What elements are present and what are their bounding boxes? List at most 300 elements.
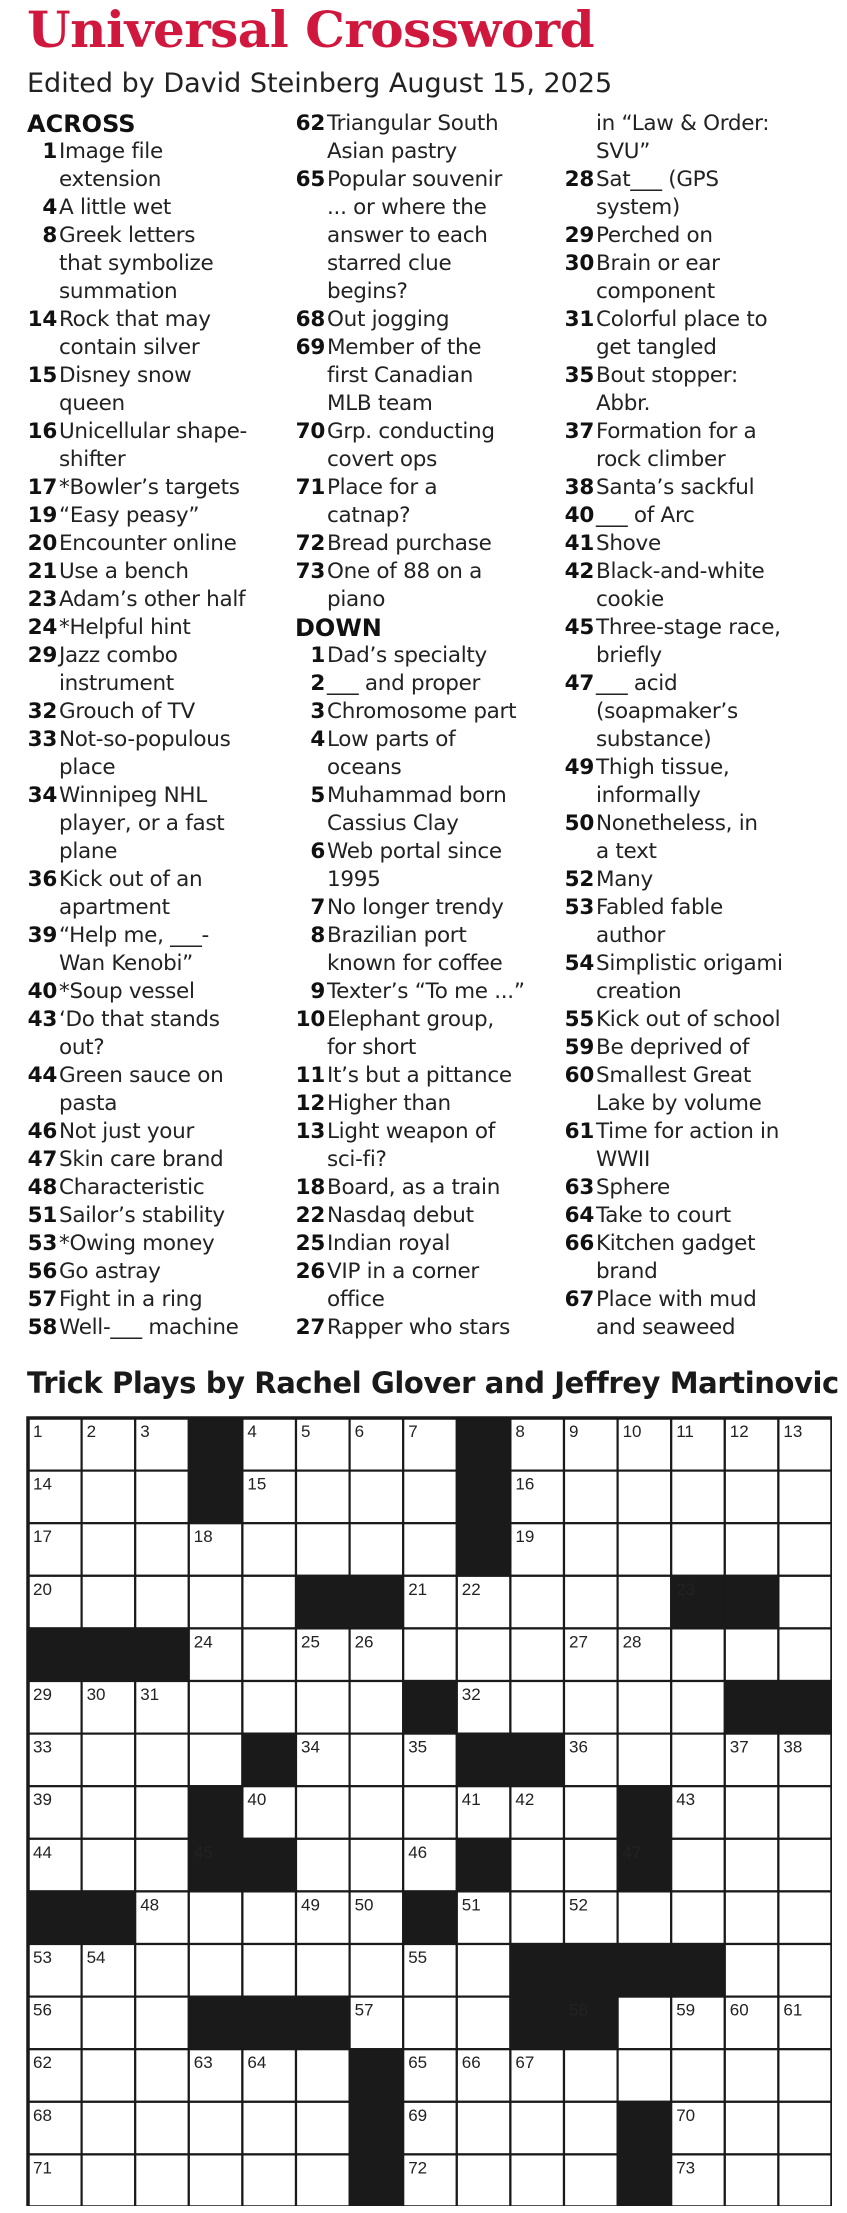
grid-cell[interactable] [671, 1628, 725, 1681]
grid-cell[interactable] [135, 1786, 189, 1839]
clue-column-3 [564, 110, 829, 1342]
grid-cell[interactable] [564, 1471, 618, 1524]
grid-cell[interactable] [82, 2049, 136, 2102]
clue-number: 8 [42, 223, 57, 248]
grid-cell[interactable] [189, 1944, 243, 1997]
clue-across-65: 65 Popular souvenir ... or where the answer to each starred clue begins? [295, 167, 503, 304]
clue-down-1: 1 Dad’s specialty [295, 642, 560, 670]
black-square [189, 1786, 243, 1839]
grid-cell[interactable] [510, 1681, 564, 1734]
grid-cell[interactable] [82, 2102, 136, 2155]
grid-cell[interactable] [242, 1891, 296, 1944]
black-square [671, 1944, 725, 1997]
crossword-grid [26, 1416, 832, 2206]
black-square [457, 1471, 511, 1524]
cell-number: 50 [354, 1895, 374, 1915]
clue-number: 70 [295, 419, 325, 444]
clue-number: 5 [310, 783, 325, 808]
cell-number: 34 [301, 1737, 320, 1757]
cell-number: 26 [354, 1632, 374, 1652]
grid-cell[interactable] [725, 2154, 779, 2206]
grid-cell[interactable] [778, 1944, 832, 1997]
cell-number: 68 [33, 2105, 52, 2125]
clue-number: 3 [310, 699, 325, 724]
clue-number: 65 [295, 167, 325, 192]
clue-across-73: 73 One of 88 on a piano [295, 559, 482, 612]
clue-number: 39 [27, 923, 57, 948]
clue-column-1 [27, 110, 292, 1342]
grid-cell[interactable] [350, 1944, 404, 1997]
grid-cell[interactable] [564, 2154, 618, 2206]
grid-cell[interactable] [671, 1471, 725, 1524]
grid-cell[interactable] [350, 1839, 404, 1892]
clue-number: 57 [27, 1287, 57, 1312]
grid-cell[interactable] [457, 2154, 511, 2206]
grid-cell[interactable] [671, 1734, 725, 1787]
grid-cell[interactable] [510, 1628, 564, 1681]
clue-down-30: 30 Brain or ear component [564, 251, 720, 304]
clue-down-22: 22 Nasdaq debut [295, 1203, 474, 1228]
clue-across-23: 23 Adam’s other half [27, 587, 246, 612]
cell-number: 6 [354, 1422, 365, 1441]
clue-number: 45 [564, 615, 594, 640]
grid-cell[interactable] [135, 1471, 189, 1524]
grid-cell[interactable] [82, 1576, 136, 1629]
cell-number: 72 [408, 2158, 428, 2178]
clue-across-29: 29 Jazz combo instrument [27, 643, 178, 696]
cell-number: 7 [408, 1422, 418, 1441]
clue-number: 67 [564, 1287, 594, 1312]
grid-cell[interactable] [671, 1891, 725, 1944]
black-square [564, 1944, 618, 1997]
grid-cell[interactable] [189, 1891, 243, 1944]
black-square [242, 1734, 296, 1787]
grid-cell[interactable] [564, 2049, 618, 2102]
cell-number: 64 [247, 2053, 267, 2073]
black-square [189, 1471, 243, 1524]
cell-number: 3 [140, 1422, 150, 1441]
black-square [457, 1734, 511, 1787]
black-square [725, 1576, 779, 1629]
grid-cell[interactable] [242, 1944, 296, 1997]
grid-cell[interactable] [403, 1786, 457, 1839]
clue-across-4: 4 A little wet [27, 194, 292, 222]
grid-cell[interactable] [296, 1786, 350, 1839]
clue-down-11: 11 It’s but a pittance [295, 1063, 512, 1088]
clue-across-15: 15 Disney snow queen [27, 363, 192, 416]
clue-down-49: 49 Thigh tissue, informally [564, 755, 730, 808]
clue-across-43: 43 ‘Do that stands out? [27, 1007, 220, 1060]
clue-down-35: 35 Bout stopper: Abbr. [564, 363, 738, 416]
clue-across-36: 36 Kick out of an apartment [27, 867, 203, 920]
clue-number: 27 [295, 1315, 325, 1340]
clue-number: 16 [27, 419, 57, 444]
clue-across-19: 19 “Easy peasy” [27, 503, 200, 528]
grid-cell[interactable] [618, 1576, 672, 1629]
clue-number: 30 [564, 251, 594, 276]
grid-cell[interactable] [135, 1523, 189, 1576]
clue-down-9: 9 Texter’s “To me ...” [295, 978, 560, 1006]
clue-number: 51 [27, 1203, 57, 1228]
grid-cell[interactable] [618, 1681, 672, 1734]
grid-cell[interactable] [82, 1523, 136, 1576]
grid-cell[interactable] [671, 2049, 725, 2102]
grid-cell[interactable] [725, 1891, 779, 1944]
clue-number: 44 [27, 1063, 57, 1088]
grid-cell[interactable] [135, 1997, 189, 2050]
clue-number: 24 [27, 615, 57, 640]
clue-down-8: 8 Brazilian port known for coffee [295, 922, 560, 978]
clue-across-1: 1 Image file extension [27, 138, 292, 194]
clue-number: 36 [27, 867, 57, 892]
grid-cell[interactable] [618, 1523, 672, 1576]
clue-number: 38 [564, 475, 594, 500]
clue-down-37: 37 Formation for a rock climber [564, 419, 757, 472]
cell-number: 52 [569, 1895, 588, 1915]
grid-cell[interactable] [618, 1471, 672, 1524]
clue-number: 9 [310, 979, 325, 1004]
clue-across-44: 44 Green sauce on pasta [27, 1063, 224, 1116]
black-square [28, 1891, 82, 1944]
grid-cell[interactable] [82, 1997, 136, 2050]
grid-cell[interactable] [189, 2154, 243, 2206]
crossword-grid-svg [26, 1416, 832, 2206]
clue-number: 40 [564, 503, 594, 528]
grid-cell[interactable] [296, 2154, 350, 2206]
grid-cell[interactable] [564, 1523, 618, 1576]
cell-number: 40 [247, 1790, 267, 1810]
grid-cell[interactable] [510, 1891, 564, 1944]
cell-number: 19 [515, 1527, 535, 1547]
clue-number: 55 [564, 1007, 594, 1032]
cell-number: 70 [676, 2105, 696, 2125]
cell-number: 63 [193, 2053, 213, 2073]
clue-down-3: 3 Chromosome part [295, 698, 560, 726]
clue-number: 54 [564, 951, 594, 976]
cell-number: 39 [33, 1790, 52, 1810]
clue-across-33: 33 Not-so-populous place [27, 727, 231, 780]
grid-cell[interactable] [242, 2154, 296, 2206]
clue-across-21: 21 Use a bench [27, 559, 189, 584]
grid-cell[interactable] [778, 1891, 832, 1944]
clue-across-71: 71 Place for a catnap? [295, 475, 438, 528]
cell-number: 62 [33, 2053, 52, 2073]
grid-cell[interactable] [296, 1471, 350, 1524]
grid-cell[interactable] [725, 1471, 779, 1524]
cell-number: 2 [86, 1422, 97, 1441]
cell-number: 37 [729, 1737, 749, 1757]
black-square [296, 1997, 350, 2050]
cell-number: 49 [301, 1895, 320, 1915]
black-square [350, 1576, 404, 1629]
clue-across-53: 53 *Owing money [27, 1231, 215, 1256]
clue-number: 2 [310, 671, 325, 696]
clue-number: 58 [27, 1315, 57, 1340]
grid-cell[interactable] [82, 2154, 136, 2206]
grid-cell[interactable] [350, 1786, 404, 1839]
clue-number: 41 [564, 531, 594, 556]
grid-cell[interactable] [778, 1839, 832, 1892]
cell-number: 47 [622, 1842, 642, 1862]
grid-cell[interactable] [725, 1944, 779, 1997]
clue-down-59: 59 Be deprived of [564, 1035, 750, 1060]
clue-down-28: 28 Sat___ (GPS system) [564, 167, 719, 220]
cell-number: 18 [193, 1527, 213, 1547]
clue-across-34: 34 Winnipeg NHL player, or a fast plane [27, 783, 225, 864]
grid-cell[interactable] [189, 1681, 243, 1734]
cell-number: 8 [515, 1422, 525, 1441]
black-square [510, 1997, 564, 2050]
black-square [403, 1891, 457, 1944]
grid-cell[interactable] [725, 1523, 779, 1576]
grid-cell[interactable] [242, 1576, 296, 1629]
grid-cell[interactable] [296, 2102, 350, 2155]
grid-cell[interactable] [135, 1839, 189, 1892]
black-square [189, 1418, 243, 1471]
cell-number: 60 [729, 2000, 749, 2020]
clue-number: 60 [564, 1063, 594, 1088]
grid-cell[interactable] [510, 1576, 564, 1629]
clue-number: 43 [27, 1007, 57, 1032]
grid-cell[interactable] [671, 1839, 725, 1892]
black-square [778, 1681, 832, 1734]
clue-down-53: 53 Fabled fable author [564, 895, 723, 948]
grid-cell[interactable] [189, 2102, 243, 2155]
grid-cell[interactable] [350, 1734, 404, 1787]
cell-number: 12 [729, 1422, 749, 1441]
clue-number: 4 [310, 727, 325, 752]
grid-cell[interactable] [296, 1523, 350, 1576]
clue-number: 28 [564, 167, 594, 192]
grid-cell[interactable] [135, 1576, 189, 1629]
grid-cell[interactable] [564, 1576, 618, 1629]
cell-number: 73 [676, 2158, 696, 2178]
grid-cell[interactable] [457, 2102, 511, 2155]
grid-cell[interactable] [564, 1786, 618, 1839]
cell-number: 20 [33, 1579, 52, 1599]
cell-number: 22 [461, 1579, 481, 1599]
clue-number: 18 [295, 1175, 325, 1200]
clue-number: 35 [564, 363, 594, 388]
clue-down-29: 29 Perched on [564, 223, 713, 248]
clue-down-10: 10 Elephant group, for short [295, 1007, 494, 1060]
clue-number: 22 [295, 1203, 325, 1228]
clue-down-40: 40 ___ of Arc [564, 503, 695, 528]
cell-number: 10 [622, 1422, 642, 1441]
grid-cell[interactable] [457, 1628, 511, 1681]
cell-number: 57 [354, 2000, 374, 2020]
grid-cell[interactable] [510, 2154, 564, 2206]
grid-cell[interactable] [350, 1471, 404, 1524]
clue-down-50: 50 Nonetheless, in a text [564, 811, 758, 864]
clue-number: 26 [295, 1259, 325, 1284]
cell-number: 15 [247, 1474, 267, 1494]
grid-cell[interactable] [82, 1839, 136, 1892]
grid-cell[interactable] [135, 2049, 189, 2102]
grid-cell[interactable] [242, 1628, 296, 1681]
grid-cell[interactable] [403, 1628, 457, 1681]
clue-down-4: 4 Low parts of oceans [295, 726, 560, 782]
clue-number: 21 [27, 559, 57, 584]
clue-across-58: 58 Well-___ machine [27, 1315, 239, 1340]
grid-cell[interactable] [778, 1576, 832, 1629]
grid-cell[interactable] [350, 1523, 404, 1576]
clue-number: 17 [27, 475, 57, 500]
cell-number: 54 [86, 1948, 106, 1967]
clue-number: 15 [27, 363, 57, 388]
cell-number: 44 [33, 1842, 52, 1862]
grid-cell[interactable] [350, 1681, 404, 1734]
grid-cell[interactable] [725, 1786, 779, 1839]
grid-cell[interactable] [82, 1734, 136, 1787]
clue-number: 47 [564, 671, 594, 696]
clue-down-38: 38 Santa’s sackful [564, 475, 755, 500]
grid-cell[interactable] [296, 1944, 350, 1997]
grid-cell[interactable] [671, 1681, 725, 1734]
clue-down-26: 26 VIP in a corner office [295, 1259, 479, 1312]
clue-number: 1 [42, 139, 57, 164]
cell-number: 24 [193, 1632, 213, 1652]
clue-down-52: 52 Many [564, 867, 653, 892]
grid-cell[interactable] [618, 1997, 672, 2050]
clue-number: 31 [564, 307, 594, 332]
clue-number: 37 [564, 419, 594, 444]
editor-byline: Edited by David Steinberg August 15, 2025 [27, 68, 613, 99]
black-square [403, 1681, 457, 1734]
grid-cell[interactable] [242, 1681, 296, 1734]
grid-cell[interactable] [135, 1944, 189, 1997]
clue-number: 72 [295, 531, 325, 556]
clue-across-68: 68 Out jogging [295, 307, 450, 332]
grid-cell[interactable] [82, 1471, 136, 1524]
black-square [618, 2102, 672, 2155]
cell-number: 23 [676, 1579, 696, 1599]
clue-number: 32 [27, 699, 57, 724]
grid-cell[interactable] [778, 2049, 832, 2102]
grid-cell[interactable] [725, 1628, 779, 1681]
cell-number: 45 [193, 1842, 213, 1862]
clue-number: 25 [295, 1231, 325, 1256]
clue-number: 23 [27, 587, 57, 612]
clue-down-47: 47 ___ acid (soapmaker’s substance) [564, 671, 738, 752]
clue-down-61: 61 Time for action in WWII [564, 1119, 780, 1172]
grid-cell[interactable] [778, 1523, 832, 1576]
clue-number: 52 [564, 867, 594, 892]
puzzle-title: Trick Plays by Rachel Glover and Jeffrey Martinovic [27, 1366, 839, 1400]
clue-number: 29 [27, 643, 57, 668]
grid-cell[interactable] [189, 1734, 243, 1787]
clue-number: 8 [310, 923, 325, 948]
grid-cell[interactable] [296, 1839, 350, 1892]
grid-cell[interactable] [242, 1523, 296, 1576]
cell-number: 69 [408, 2105, 428, 2125]
cell-number: 42 [515, 1790, 535, 1810]
clue-across-16: 16 Unicellular shape- shifter [27, 419, 248, 472]
clue-across-70: 70 Grp. conducting covert ops [295, 419, 495, 472]
grid-cell[interactable] [725, 1839, 779, 1892]
clue-across-14: 14 Rock that may contain silver [27, 307, 211, 360]
cell-number: 41 [461, 1790, 481, 1810]
grid-cell[interactable] [564, 1681, 618, 1734]
clue-across-32: 32 Grouch of TV [27, 699, 195, 724]
black-square [242, 1839, 296, 1892]
cell-number: 28 [622, 1632, 642, 1652]
grid-cell[interactable] [564, 1839, 618, 1892]
cell-number: 56 [33, 2000, 52, 2020]
grid-cell[interactable] [82, 1786, 136, 1839]
grid-cell[interactable] [618, 1891, 672, 1944]
grid-cell[interactable] [403, 1523, 457, 1576]
grid-cell[interactable] [778, 2154, 832, 2206]
clue-number: 56 [27, 1259, 57, 1284]
cell-number: 48 [140, 1895, 160, 1915]
clue-number: 63 [564, 1175, 594, 1200]
grid-cell[interactable] [457, 1944, 511, 1997]
grid-cell[interactable] [510, 1839, 564, 1892]
grid-cell[interactable] [564, 2102, 618, 2155]
clue-number: 11 [295, 1063, 325, 1088]
grid-cell[interactable] [296, 1681, 350, 1734]
grid-cell[interactable] [403, 1997, 457, 2050]
grid-cell[interactable] [671, 1523, 725, 1576]
clue-number: 19 [27, 503, 57, 528]
grid-cell[interactable] [242, 2102, 296, 2155]
grid-cell[interactable] [135, 2102, 189, 2155]
cell-number: 27 [569, 1632, 588, 1652]
clue-down-7: 7 No longer trendy [295, 894, 560, 922]
grid-cell[interactable] [510, 2102, 564, 2155]
grid-cell[interactable] [135, 1734, 189, 1787]
clue-across-56: 56 Go astray [27, 1259, 161, 1284]
cell-number: 51 [461, 1895, 481, 1915]
grid-cell[interactable] [457, 1997, 511, 2050]
clue-down-55: 55 Kick out of school [564, 1007, 781, 1032]
cell-number: 32 [461, 1685, 481, 1704]
grid-cell[interactable] [189, 1576, 243, 1629]
grid-cell[interactable] [296, 2049, 350, 2102]
clue-number: 46 [27, 1119, 57, 1144]
cell-number: 1 [33, 1422, 43, 1441]
cell-number: 21 [408, 1579, 428, 1599]
black-square [28, 1628, 82, 1681]
cell-number: 38 [783, 1737, 803, 1757]
grid-cell[interactable] [778, 1628, 832, 1681]
clue-across-24: 24 *Helpful hint [27, 615, 191, 640]
grid-cell[interactable] [403, 1471, 457, 1524]
black-square [457, 1418, 511, 1471]
black-square [242, 1997, 296, 2050]
clue-down-31: 31 Colorful place to get tangled [564, 307, 768, 360]
grid-cell[interactable] [618, 1734, 672, 1787]
clue-number: 14 [27, 307, 57, 332]
clue-across-51: 51 Sailor’s stability [27, 1203, 225, 1228]
grid-cell[interactable] [618, 2049, 672, 2102]
grid-cell[interactable] [778, 1786, 832, 1839]
clue-across-46: 46 Not just your [27, 1119, 195, 1144]
cell-number: 25 [301, 1632, 320, 1652]
grid-cell[interactable] [778, 1471, 832, 1524]
grid-cell[interactable] [135, 2154, 189, 2206]
cell-number: 33 [33, 1737, 52, 1757]
grid-cell[interactable] [725, 2102, 779, 2155]
cell-number: 53 [33, 1948, 52, 1967]
clue-number: 4 [42, 195, 57, 220]
clue-across-8: 8 Greek letters that symbolize summation [27, 222, 292, 306]
grid-cell[interactable] [725, 2049, 779, 2102]
clue-across-48: 48 Characteristic [27, 1175, 205, 1200]
grid-cell[interactable] [778, 2102, 832, 2155]
clue-down-27: 27 Rapper who stars [295, 1315, 511, 1340]
